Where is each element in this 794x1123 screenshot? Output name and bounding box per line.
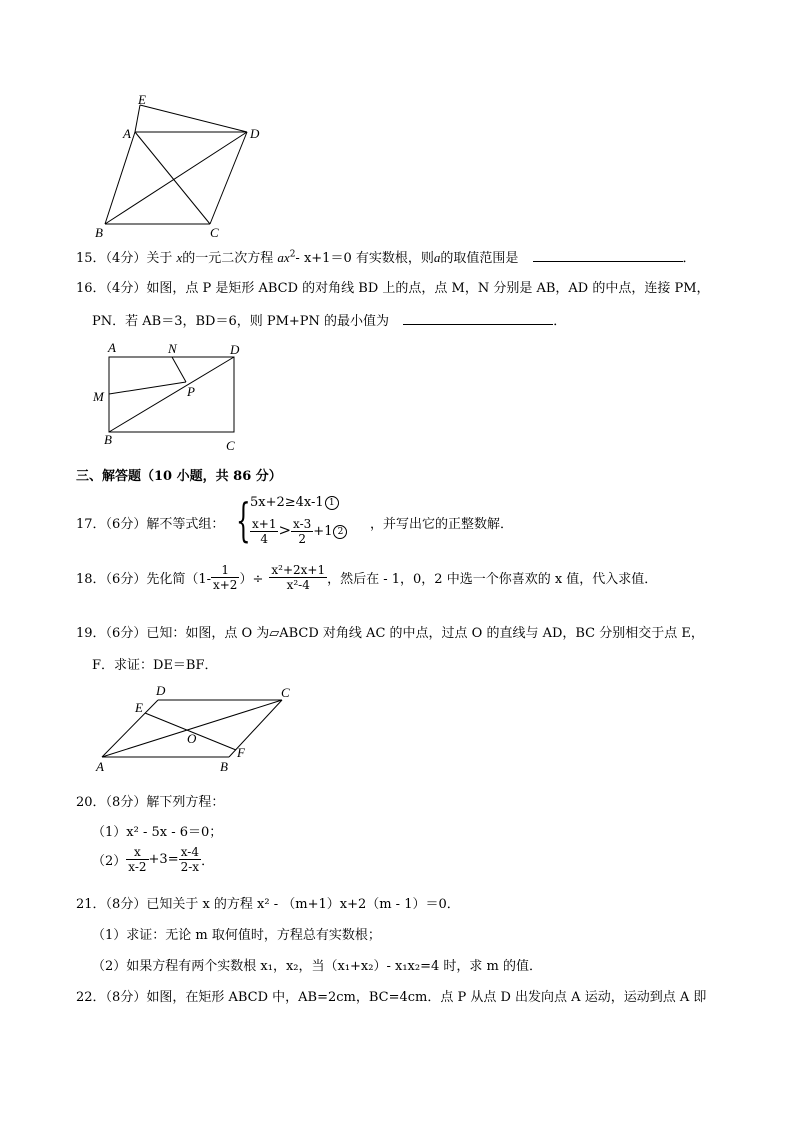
q17-num2: x-3 <box>293 517 312 531</box>
question-20: 20．（8分）解下列方程： <box>76 795 225 810</box>
section-3-heading: 三、解答题（10 小题，共 86 分） <box>76 469 282 484</box>
q17-circle1: 1 <box>325 496 339 510</box>
label-d: D <box>230 342 240 357</box>
question-20-part2 <box>92 845 214 883</box>
question-21-part2: （2）如果方程有两个实数根 x₁，x₂，当（x₁+x₂）- x₁x₂=4 时，求 m 的值． <box>92 959 542 974</box>
q17-den1: 4 <box>260 532 269 546</box>
label-n: N <box>168 341 177 356</box>
q17-plus: +1 <box>313 524 333 539</box>
q18-divide: ）÷ <box>239 572 264 587</box>
q16-answer-blank[interactable] <box>403 312 553 325</box>
label-b: B <box>95 225 103 240</box>
q17-row2 <box>250 517 347 546</box>
question-16-line2 <box>92 310 566 329</box>
question-21: 21．（8分）已知关于 x 的方程 x² - （m+1）x+2（m - 1）＝0． <box>76 897 460 912</box>
q15-answer-blank[interactable] <box>533 249 683 262</box>
label-d: D <box>250 126 260 141</box>
label-e: E <box>135 700 143 715</box>
q20-plus3: +3= <box>148 852 179 867</box>
q15-text2: - x+1＝0 有实数根，则 <box>295 251 434 266</box>
figure-rectangle-abcd <box>90 340 260 455</box>
q17-den2: 2 <box>298 532 306 546</box>
label-a: A <box>96 759 104 774</box>
q16-text: PN．若 AB＝3，BD＝6，则 PM+PN 的最小值为 <box>92 314 390 329</box>
q18-num2: x²+2x+1 <box>271 563 326 577</box>
question-16-line1: 16．（4分）如图，点 P 是矩形 ABCD 的对角线 BD 上的点，点 M，N 分别是 AB，AD 的中点，连接 PM， <box>76 281 710 296</box>
q18-label: 18．（6分）先化简（1- <box>76 572 211 587</box>
label-c: C <box>281 685 290 700</box>
label-f: F <box>237 745 245 760</box>
q18-tail: ，然后在 - 1，0，2 中选一个你喜欢的 x 值，代入求值． <box>327 572 658 587</box>
q20-num1: x <box>126 845 148 860</box>
label-m: M <box>93 389 104 404</box>
q15-square: 2 <box>289 249 296 260</box>
question-22-line1: 22．（8分）如图，在矩形 ABCD 中，AB=2cm，BC=4cm．点 P 从点 D 出发向点 A 运动，运动到点 A 即 <box>76 990 707 1005</box>
q15-text3: 的取值范围是 <box>440 251 519 266</box>
label-b: B <box>104 432 112 447</box>
q20-num2: x-4 <box>179 845 201 860</box>
figure-parallelogram-e <box>90 90 280 240</box>
q20-den2: 2-x <box>180 860 200 874</box>
q17-brace: { <box>236 493 251 547</box>
label-a: A <box>123 126 131 141</box>
label-o: O <box>187 731 197 746</box>
q15-ax: ax <box>277 250 290 265</box>
question-20-part1: （1）x² - 5x - 6＝0； <box>92 825 223 840</box>
q15-end: ． <box>682 251 696 266</box>
q15-text1: 的一元二次方程 <box>182 251 274 266</box>
q20-end: ． <box>201 854 215 869</box>
q15-x: x <box>176 250 183 265</box>
label-d: D <box>156 683 166 698</box>
q17-row1 <box>250 495 339 510</box>
q17-gt: > <box>278 521 292 539</box>
q18-den1: x+2 <box>212 578 238 592</box>
question-21-part1: （1）求证：无论 m 取何值时，方程总有实数根； <box>92 928 381 943</box>
q20-den1: x-2 <box>128 860 147 874</box>
q17-ineq1: 5x+2≥4x-1 <box>250 495 324 510</box>
q17-tail: ，并写出它的正整数解． <box>370 517 514 532</box>
question-19-line1: 19．（6分）已知：如图，点 O 为▱ABCD 对角线 AC 的中点，过点 O 的直线与 AD，BC 分别相交于点 E， <box>76 626 704 641</box>
question-17 <box>76 493 536 553</box>
q15-a: a <box>433 250 441 265</box>
label-p: P <box>187 384 195 399</box>
label-a: A <box>108 340 116 355</box>
question-19-line2: F．求证：DE＝BF． <box>92 658 218 673</box>
label-e: E <box>138 92 146 107</box>
label-b: B <box>220 759 228 774</box>
question-15 <box>76 247 696 266</box>
question-18 <box>76 563 657 607</box>
q18-den2: x²-4 <box>286 578 310 592</box>
q17-label: 17．（6分）解不等式组： <box>76 517 225 532</box>
q20-p2-label: （2） <box>92 854 127 869</box>
label-c: C <box>226 438 235 453</box>
label-c: C <box>210 225 219 240</box>
q17-circle2: 2 <box>333 525 347 539</box>
q16-end: ． <box>553 314 567 329</box>
q15-label: 15．（4分）关于 <box>76 251 173 266</box>
q17-num1: x+1 <box>252 517 277 531</box>
q18-num1: 1 <box>211 563 239 578</box>
figure-parallelogram-o <box>90 682 310 777</box>
